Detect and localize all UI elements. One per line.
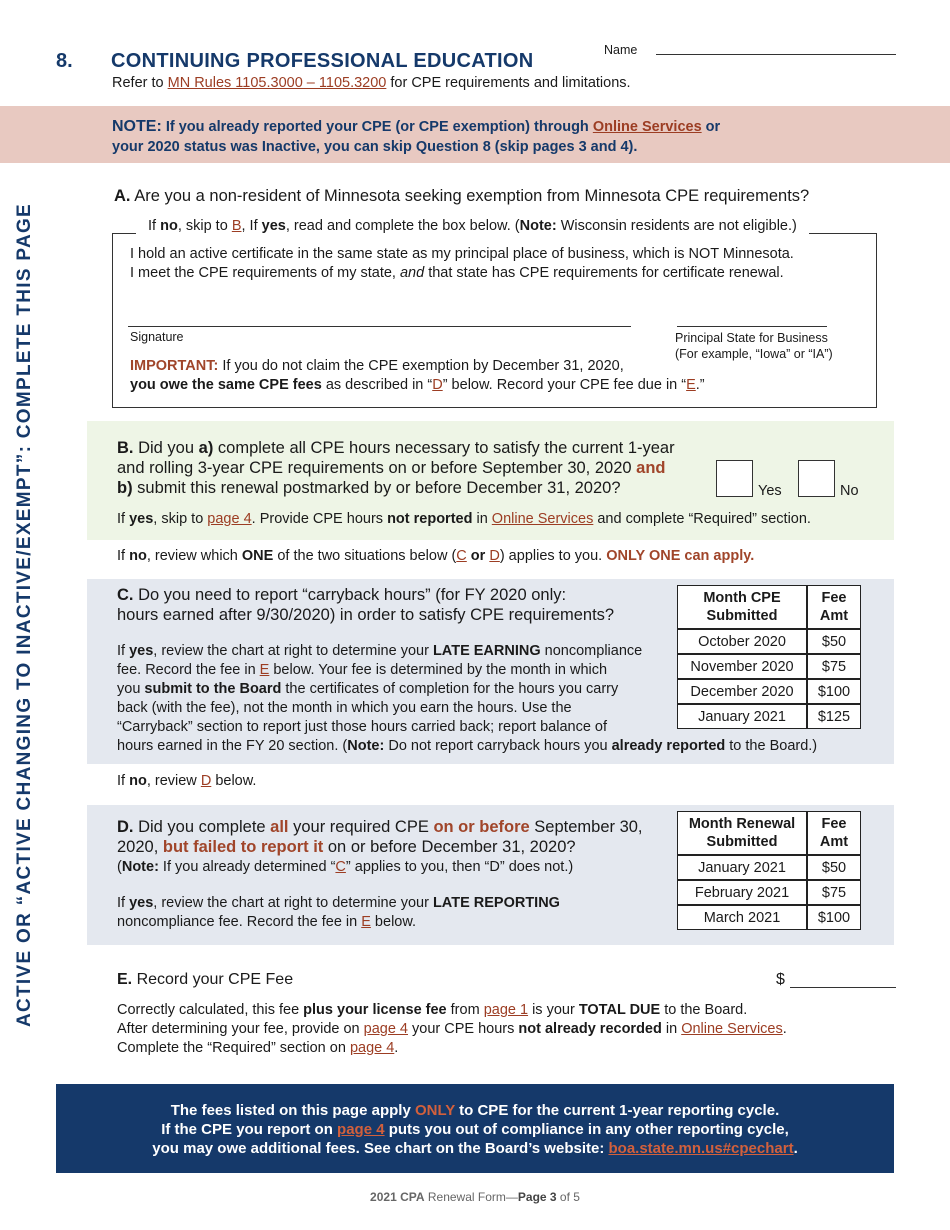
late-earning-fee-table [677,585,861,729]
page-4-link-3[interactable]: page 4 [349,1040,395,1056]
section-b-if-yes: If yes, skip to page 4. Provide CPE hours not reported in Online Services and complete “Required” section. [117,511,811,527]
page-footer: 2021 CPA Renewal Form—Page 3 of 5 [370,1190,580,1204]
section-d-paragraph: If yes, review the chart at right to determine your LATE REPORTING noncompliance fee. Record the fee in E below. [117,895,560,930]
link-e-d[interactable]: E [361,914,371,930]
page-4-link-2[interactable]: page 4 [363,1021,408,1037]
fees-notice-box: The fees listed on this page apply ONLY to CPE for the current 1-year reporting cycle. If the CPE you report on page 4 puts you out of compliance in any other reporting cycle, you may owe additional fees. See chart on the Board’s website: boa.state.mn.us#cpechart. [56,1084,894,1173]
table-row: November 2020 $75 [677,654,861,679]
principal-state-field[interactable] [677,326,827,327]
dollar-sign: $ [776,971,785,988]
section-b-yes-checkbox[interactable] [716,460,753,497]
table-header-row: Month Renewal Submitted Fee Amt [677,811,861,855]
table-header-row: Month CPE Submitted Fee Amt [677,585,861,629]
yes-label: Yes [758,483,782,499]
page-4-link[interactable]: page 4 [207,511,252,527]
important-text: IMPORTANT: If you do not claim the CPE exemption by December 31, 2020, you owe the same CPE fees as described in “D” below. Record your CPE fee due in “E.” [130,358,705,393]
table-row: October 2020 $50 [677,629,861,654]
name-label: Name [604,43,638,57]
note-online-services-link[interactable]: Online Services [592,119,702,135]
late-reporting-fee-table [677,811,861,930]
section-b-question: B. Did you a) complete all CPE hours necessary to satisfy the current 1-year and rolling 3-year CPE requirements on or before September 30, 2020 and b) submit this renewal postmarked by or before December 31, 2020? [117,439,675,497]
refer-line: Refer to MN Rules 1105.3000 – 1105.3200 for CPE requirements and limitations. [112,75,631,91]
section-c-paragraph: If yes, review the chart at right to determine your LATE EARNING noncompliance fee. Record the fee in E below. Your fee is determined by the month in which you submit to the Board the certificates of completion for the hours you carry back (with the fee), not the month in which you earn the hours. Use the “Carryback” section to report just those hours carried back; report balance of hours earned in the FY 20 section. (Note: Do not report carryback hours you already reported to the Board.) [117,643,818,754]
mn-rules-link[interactable]: MN Rules 1105.3000 – 1105.3200 [167,75,387,91]
table-row: December 2020 $100 [677,679,861,704]
principal-state-label: Principal State for Business (For example, “Iowa” or “IA”) [675,331,833,361]
section-c-question: C. Do you need to report “carryback hours” (for FY 2020 only: hours earned after 9/30/2020) in order to satisfy CPE requirements? [117,586,615,624]
link-e[interactable]: E [686,377,696,393]
link-d-3[interactable]: D [200,773,212,789]
online-services-link-2[interactable]: Online Services [681,1021,783,1037]
signature-field[interactable] [128,326,631,327]
section-e-text: Correctly calculated, this fee plus your license fee from page 1 is your TOTAL DUE to the Board. After determining your fee, provide on page 4 your CPE hours not already recorded in Online Services. Complete the “Required” section on page 4. [117,1002,787,1056]
online-services-link[interactable]: Online Services [491,511,594,527]
section-number: 8. [56,50,73,72]
side-banner: ACTIVE OR “ACTIVE CHANGING TO INACTIVE/EXEMPT”: COMPLETE THIS PAGE [14,202,36,1028]
page-1-link[interactable]: page 1 [483,1002,529,1018]
cpe-chart-website-link[interactable]: boa.state.mn.us#cpechart [608,1140,794,1157]
table-row: March 2021 $100 [677,905,861,930]
link-c[interactable]: C [456,548,467,564]
section-b-no-checkbox[interactable] [798,460,835,497]
section-d-question: D. Did you complete all your required CPE on or before September 30, 2020, but failed to report it on or before December 31, 2020? (Note: If you already determined “C” applies to you, then “D” does not.) [117,818,643,875]
link-c-2[interactable]: C [335,859,346,875]
table-row: February 2021 $75 [677,880,861,905]
section-a-box-text: I hold an active certificate in the same state as my principal place of business, which is NOT Minnesota. I meet the CPE requirements of my state, and that state has CPE requirements for certificate renewal. [130,246,794,281]
link-d[interactable]: D [432,377,443,393]
if-no-line: If no, review which ONE of the two situations below (C or D) applies to you. ONLY ONE can apply. [117,548,755,564]
section-a-if-line: If no, skip to B, If yes, read and complete the box below. (Note: Wisconsin residents are not eligible.) [136,218,809,234]
section-a-question: A. Are you a non-resident of Minnesota seeking exemption from Minnesota CPE requirements? [114,187,810,205]
no-label: No [840,483,859,499]
name-field[interactable] [656,54,896,55]
section-e-title: E. Record your CPE Fee [117,971,294,988]
signature-label: Signature [130,330,184,344]
table-row: January 2021 $125 [677,704,861,729]
if-no-review-d: If no, review D below. [117,773,257,789]
link-b[interactable]: B [231,218,242,234]
link-d-2[interactable]: D [489,548,500,564]
note-text: NOTE: If you already reported your CPE (or CPE exemption) through Online Services or your 2020 status was Inactive, you can skip Question 8 (skip pages 3 and 4). [112,118,721,155]
table-row: January 2021 $50 [677,855,861,880]
cpe-fee-field[interactable] [790,987,896,988]
footer-page-4-link[interactable]: page 4 [337,1121,385,1138]
link-e-c[interactable]: E [259,662,270,678]
section-title: CONTINUING PROFESSIONAL EDUCATION [111,50,534,72]
